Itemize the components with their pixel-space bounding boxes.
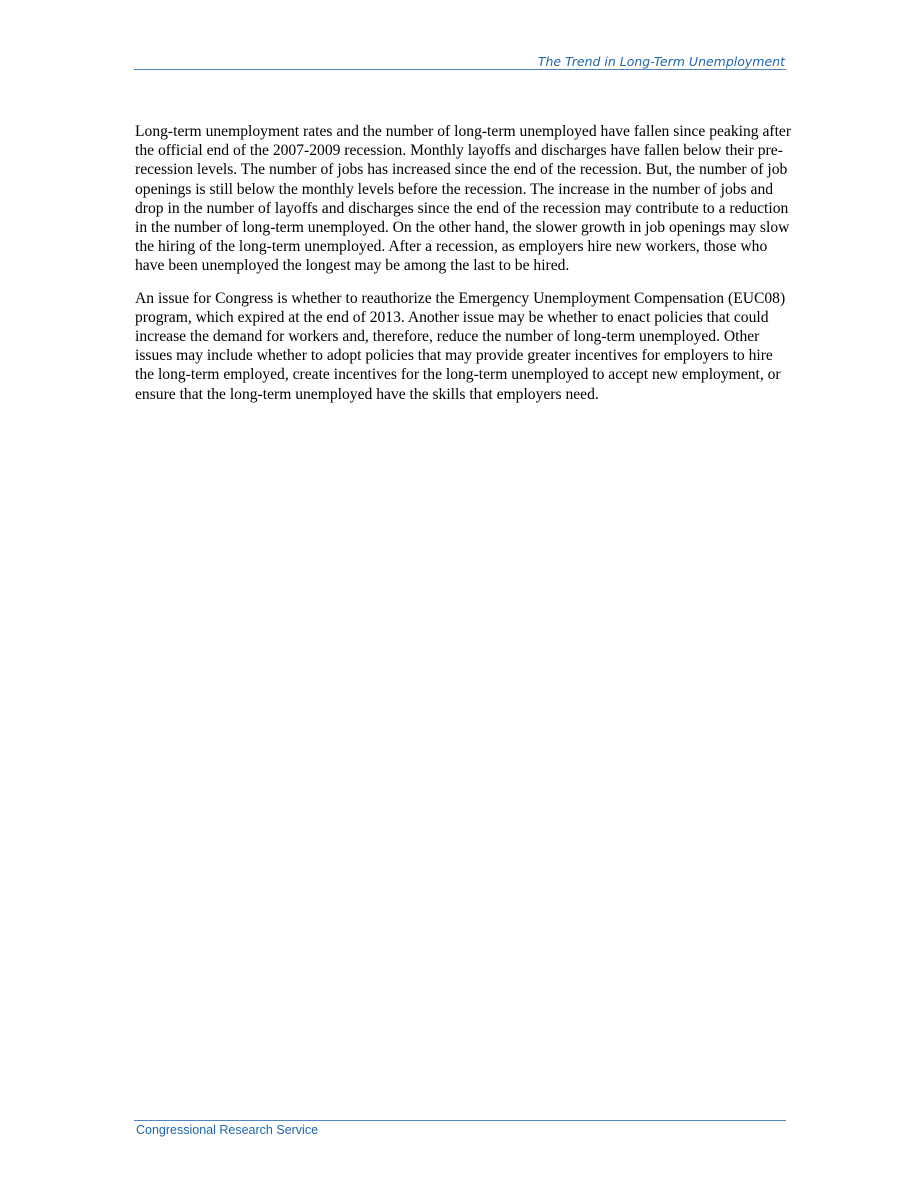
document-body: [135, 122, 791, 417]
header-divider: [134, 69, 786, 70]
body-paragraph: An issue for Congress is whether to reauthorize the Emergency Unemployment Compensation (EUC08) program, which expired at the end of 2013. Another issue may be whether to enact policies that could increase the demand for workers and, therefore, reduce the number of long-term unemployed. Other issues may include whether to adopt policies that may provide greater incentives for employers to hire the long-term employed, create incentives for the long-term unemployed to accept new employment, or ensure that the long-term unemployed have the skills that employers need.: [135, 289, 786, 403]
body-paragraph: Long-term unemployment rates and the number of long-term unemployed have fallen since peaking after the official end of the 2007-2009 recession. Monthly layoffs and discharges have fallen below their pre-recession levels. The number of jobs has increased since the end of the recession. But, the number of job openings is still below the monthly levels before the recession. The increase in the number of jobs and drop in the number of layoffs and discharges since the end of the recession may contribute to a reduction in the number of long-term unemployed. On the other hand, the slower growth in job openings may slow the hiring of the long-term unemployed. After a recession, as employers hire new workers, those who have been unemployed the longest may be among the last to be hired.: [135, 123, 792, 275]
footer-organization: Congressional Research Service: [136, 1123, 319, 1137]
running-header-title: The Trend in Long-Term Unemployment: [537, 54, 785, 69]
footer-divider: [134, 1120, 786, 1121]
